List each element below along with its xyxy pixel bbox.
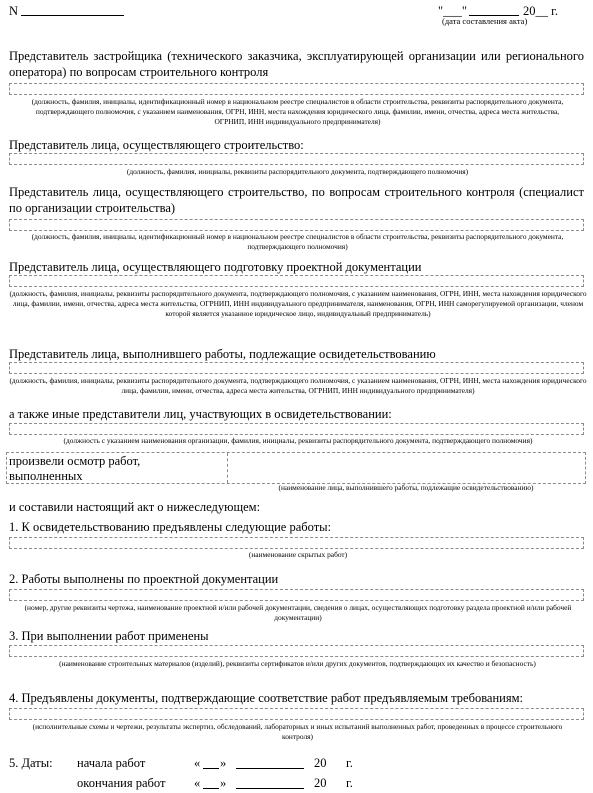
act-date-day: "___" [438, 4, 467, 18]
builder-control-rep-caption: (должность, фамилия, инициалы, идентификационный номер в национальном реестре специалистов в области строительства, реквизиты распорядительного документа, подтверждающего полномочия) [31, 232, 564, 251]
developer-rep-field[interactable] [9, 83, 584, 95]
item3-field[interactable] [9, 645, 584, 657]
item1-field[interactable] [9, 537, 584, 549]
end-date-open-quote: « [194, 776, 201, 790]
item4-caption: (исполнительные схемы и чертежи, результаты экспертиз, обследований, лабораторных и иных испытаний выполненных работ, проведенных в процессе строительного контроля) [32, 722, 563, 741]
item2-caption: (номер, другие реквизиты чертежа, наименование проектной и/или рабочей документации, сведения о лицах, осуществляющих подготовку раздела проектной и/или рабочей документации) [24, 603, 572, 622]
act-number-label: N [9, 4, 19, 18]
start-date-open-quote: « [194, 756, 201, 770]
end-date-close-quote: » [220, 776, 227, 790]
other-reps-caption: (должность с указанием наименования организации, фамилия, инициалы, реквизиты распорядительного документа, подтверждающего полномочия) [63, 436, 533, 445]
performer-rep-field[interactable] [9, 362, 584, 374]
builder-control-rep-field[interactable] [9, 219, 584, 231]
end-date-year-prefix: 20 [314, 776, 327, 790]
inspection-label-line2: выполненных [9, 469, 83, 483]
act-date-year: 20__ г. [523, 4, 558, 18]
builder-control-rep-label: Представитель лица, осуществляющего строительство, по вопросам строительного контроля (специалист по организации строительства) [9, 185, 584, 215]
inspection-caption: (наименование лица, выполнившего работы, подлежащие освидетельствованию) [278, 483, 534, 492]
other-reps-label: а также иные представители лиц, участвующих в освидетельствовании: [9, 407, 392, 421]
developer-rep-caption: (должность, фамилия, инициалы, идентификационный номер в национальном реестре специалистов в области строительства, реквизиты распорядительного документа, подтверждающего полномочия, с указанием наименования, ОГРН, ИНН, места нахождения юридического лица, фамилии, имени, отчества, адреса места жительства, ОГРНИП, ИНН индивидуального предпринимателя) [31, 97, 564, 126]
end-date-year-suffix: г. [346, 776, 353, 790]
designer-rep-caption: (должность, фамилия, инициалы, реквизиты распорядительного документа, подтверждающего полномочия, с указанием наименования, ОГРН, ИНН, места нахождения юридического лица, фамилии, имени, отчества, адреса места жительства, ОГРНИП, ИНН индивидуального предпринимателя, наименования, ОГРН, ИНН саморегулируемой организации, членом которой является указанное юридическое лицо, индивидуальный предприниматель) [9, 289, 587, 318]
designer-rep-field[interactable] [9, 275, 584, 287]
builder-rep-field[interactable] [9, 153, 584, 165]
item4-label: 4. Предъявлены документы, подтверждающие соответствие работ предъявляемым требованиям: [9, 691, 523, 705]
inspection-label-line1: произвели осмотр работ, [9, 454, 141, 468]
end-date-label: окончания работ [77, 776, 166, 790]
end-date-month-field[interactable] [236, 788, 304, 789]
item1-caption: (наименование скрытых работ) [248, 550, 348, 559]
other-reps-field[interactable] [9, 423, 584, 435]
designer-rep-label: Представитель лица, осуществляющего подготовку проектной документации [9, 260, 422, 274]
start-date-month-field[interactable] [236, 768, 304, 769]
performer-rep-caption: (должность, фамилия, инициалы, реквизиты распорядительного документа, подтверждающего полномочия, с указанием наименования, ОГРН, ИНН, места нахождения юридического лица, фамилии, имени, отчества, адреса места жительства, ОГРНИП, ИНН индивидуального предпринимателя) [9, 376, 587, 395]
item3-caption: (наименование строительных материалов (изделий), реквизиты сертификатов и/или других документов, подтверждающих их качество и безопасность) [59, 659, 536, 668]
start-date-close-quote: » [220, 756, 227, 770]
item1-label: 1. К освидетельствованию предъявлены следующие работы: [9, 520, 332, 534]
developer-rep-label: Представитель застройщика (технического заказчика, эксплуатирующей организации или регионального оператора) по вопросам строительного контроля [9, 49, 584, 79]
performer-rep-label: Представитель лица, выполнившего работы, подлежащие освидетельствованию [9, 347, 436, 361]
compiled-label: и составили настоящий акт о нижеследующем: [9, 500, 261, 514]
act-date-caption: (дата составления акта) [442, 16, 528, 26]
item4-field[interactable] [9, 708, 584, 720]
item5-label: 5. Даты: [9, 756, 53, 770]
start-date-year-prefix: 20 [314, 756, 327, 770]
builder-rep-caption: (должность, фамилия, инициалы, реквизиты распорядительного документа, подтверждающего полномочия) [126, 167, 469, 176]
item3-label: 3. При выполнении работ применены [9, 629, 209, 643]
start-date-day-field[interactable] [203, 768, 219, 769]
start-date-label: начала работ [77, 756, 146, 770]
builder-rep-label: Представитель лица, осуществляющего строительство: [9, 138, 304, 152]
end-date-day-field[interactable] [203, 788, 219, 789]
item2-field[interactable] [9, 589, 584, 601]
start-date-year-suffix: г. [346, 756, 353, 770]
act-number-field[interactable] [21, 15, 124, 16]
inspection-performer-field[interactable] [228, 455, 584, 482]
item2-label: 2. Работы выполнены по проектной документации [9, 572, 279, 586]
